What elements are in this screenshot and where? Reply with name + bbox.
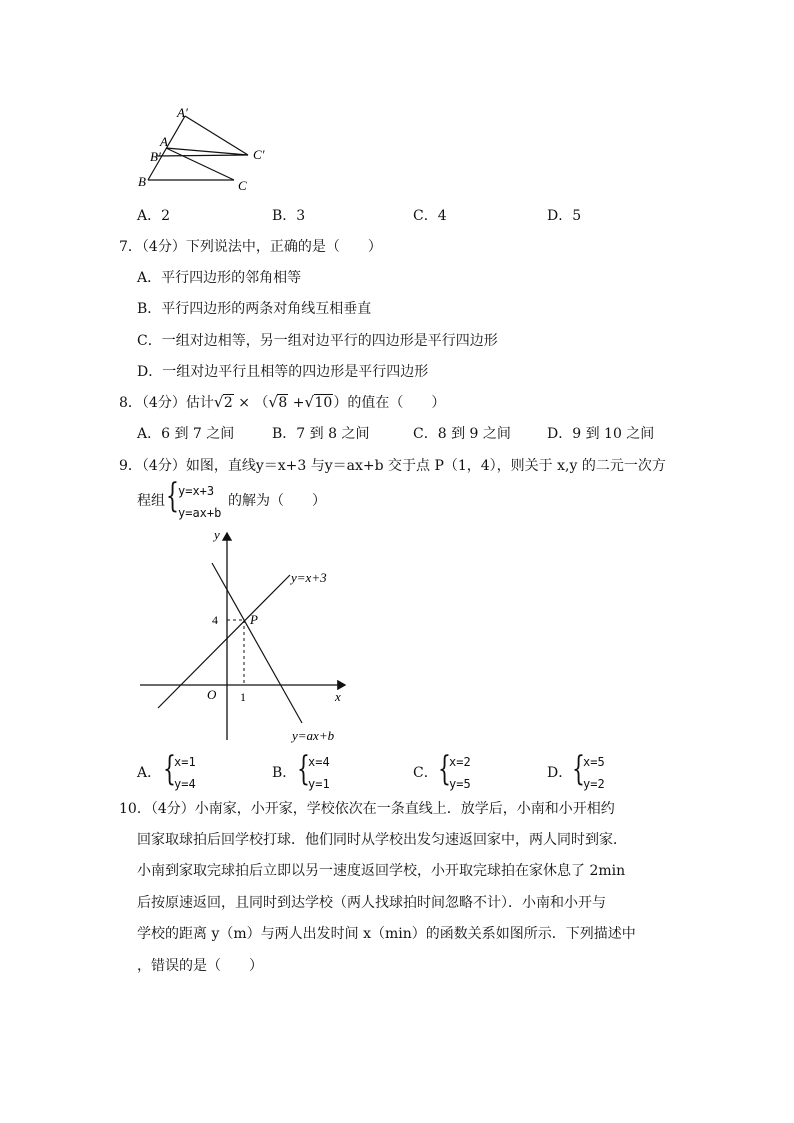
q8-stem <box>119 394 445 412</box>
q10-line1: 10．（4分）小南家，小开家，学校依次在一条直线上．放学后，小南和小开相约 <box>119 801 615 817</box>
system-eq1: y=x+3 <box>178 484 215 498</box>
radicand-2: 2 <box>223 395 233 411</box>
line-y-ax-plus-b <box>212 563 302 723</box>
system-eq2: y=ax+b <box>178 506 222 520</box>
sqrt-2: √ 2 <box>213 393 233 411</box>
radicand-8: 8 <box>278 395 288 411</box>
linear-functions-graph <box>130 525 360 750</box>
point-p-label: P <box>250 612 258 627</box>
q9-option-a-letter: A． <box>137 765 162 781</box>
q8-option-d[interactable]: D．9 到 10 之间 <box>547 426 655 442</box>
q10-line4: 后按原速返回，且同时到达学校（两人找球拍时间忽略不计）．小南和小开与 <box>137 895 606 911</box>
q10-line3: 小南到家取完球拍后立即以另一速度返回学校，小开取完球拍在家休息了 2min <box>137 863 626 879</box>
q8-plus: + <box>288 395 305 411</box>
q6-option-d[interactable]: D．5 <box>547 208 582 224</box>
q9-line2-prefix: 程组 <box>137 493 165 509</box>
q6-option-b[interactable]: B．3 <box>272 208 306 224</box>
label-a-prime: A′ <box>177 105 188 120</box>
line-y-x-plus-3 <box>158 575 290 708</box>
q9-line2-suffix: 的解为（ ） <box>228 493 326 509</box>
q8-suffix: ）的值在（ ） <box>333 395 446 411</box>
q9-option-b-y: y=1 <box>308 777 330 791</box>
q9-option-d-x: x=5 <box>583 755 605 769</box>
tick-x-1: 1 <box>240 690 246 704</box>
q9-option-b-x: x=4 <box>308 755 330 769</box>
q7-option-c[interactable]: C．一组对边相等，另一组对边平行的四边形是平行四边形 <box>137 333 498 349</box>
triangle-figure <box>130 100 280 195</box>
q7-stem: 7．（4分）下列说法中，正确的是（ ） <box>119 239 382 255</box>
q10-line2: 回家取球拍后回学校打球．他们同时从学校出发匀速返回家中，两人同时到家． <box>137 832 627 848</box>
q9-option-d-y: y=2 <box>583 777 605 791</box>
sqrt-10: √ 10 <box>304 393 333 411</box>
label-b: B <box>138 174 146 189</box>
q9-option-c[interactable] <box>413 749 523 792</box>
q8-times: × （ <box>233 395 269 411</box>
q9-option-d[interactable] <box>547 749 657 792</box>
q10-line5: 学校的距离 y（m）与两人出发时间 x（min）的函数关系如图所示．下列描述中 <box>137 926 636 942</box>
sqrt-8: √ 8 <box>268 393 288 411</box>
q7-option-b[interactable]: B．平行四边形的两条对角线互相垂直 <box>137 301 372 317</box>
q9-option-a-y: y=4 <box>174 777 196 791</box>
q7-option-d[interactable]: D．一组对边平行且相等的四边形是平行四边形 <box>137 364 429 380</box>
q9-option-c-y: y=5 <box>449 777 471 791</box>
label-c: C <box>238 178 247 193</box>
line1-label: y=x+3 <box>291 570 327 585</box>
q9-option-a-brace: { <box>163 749 176 789</box>
q9-option-d-brace: { <box>572 749 585 789</box>
q8-option-b[interactable]: B．7 到 8 之间 <box>272 426 370 442</box>
q8-option-c[interactable]: C．8 到 9 之间 <box>413 426 511 442</box>
q9-option-b-letter: B． <box>272 765 297 781</box>
q9-option-b[interactable] <box>272 749 382 792</box>
q9-option-c-brace: { <box>438 749 451 789</box>
q10-line6: ，错误的是（ ） <box>137 958 263 974</box>
label-b-prime: B′ <box>150 149 161 164</box>
x-axis-label: x <box>335 689 341 704</box>
label-a: A <box>160 134 168 149</box>
q9-option-c-letter: C． <box>413 765 438 781</box>
y-axis-label: y <box>214 527 220 542</box>
origin-label: O <box>207 687 217 702</box>
q9-option-c-x: x=2 <box>449 755 471 769</box>
line2-label: y=ax+b <box>292 728 335 743</box>
q9-option-b-brace: { <box>297 749 310 789</box>
q6-option-c[interactable]: C．4 <box>413 208 447 224</box>
q7-option-a[interactable]: A．平行四边形的邻角相等 <box>137 270 302 286</box>
q9-option-a[interactable] <box>137 749 247 792</box>
q8-prefix: 8．（4分）估计 <box>119 395 214 411</box>
system-brace: { <box>166 476 179 516</box>
q8-option-a[interactable]: A．6 到 7 之间 <box>137 426 235 442</box>
q6-option-a[interactable]: A．2 <box>137 208 171 224</box>
q9-line1: 9．（4分）如图，直线y＝x+3 与y＝ax+b 交于点 P（1，4），则关于 x,y 的二元一次方 <box>119 458 666 474</box>
tick-y-4: 4 <box>212 613 218 627</box>
q9-option-a-x: x=1 <box>174 755 196 769</box>
radicand-10: 10 <box>314 395 333 411</box>
q9-option-d-letter: D． <box>547 765 573 781</box>
label-c-prime: C′ <box>253 147 265 162</box>
